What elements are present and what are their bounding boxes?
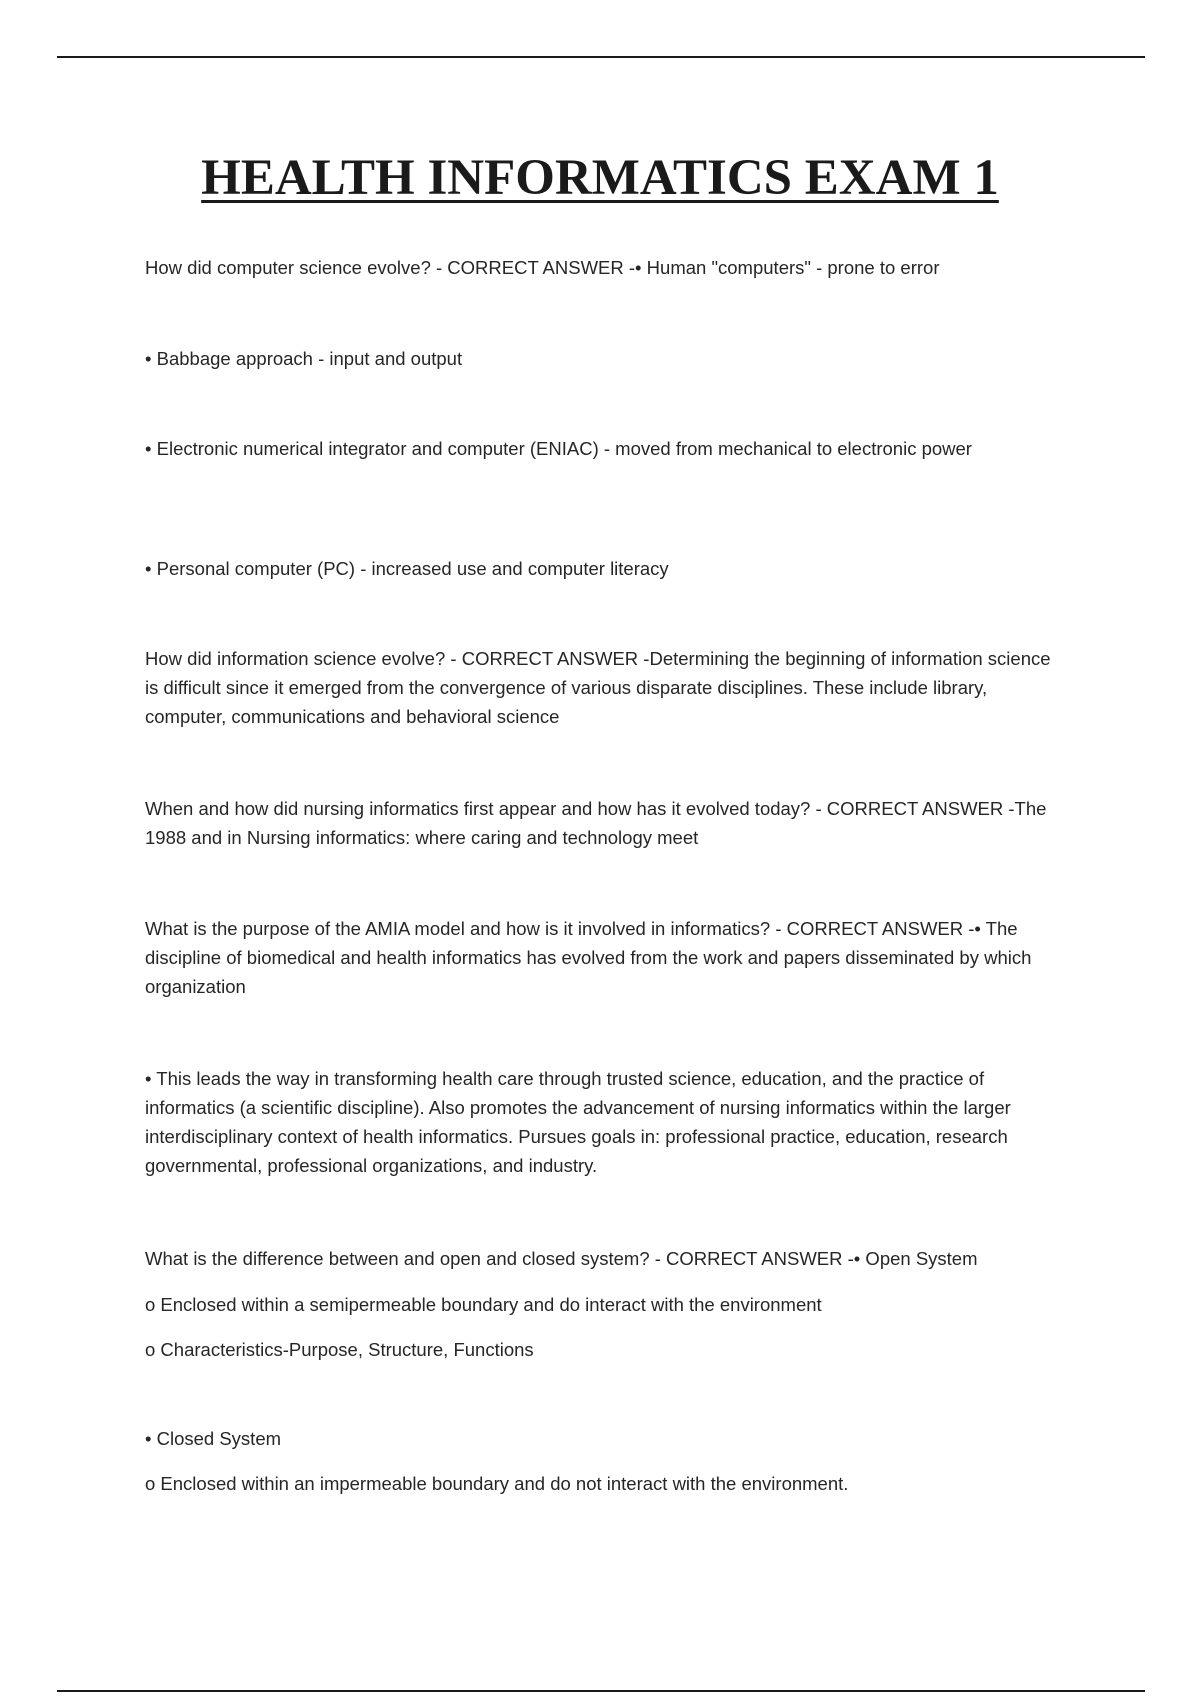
paragraph-bullet-eniac: • Electronic numerical integrator and computer (ENIAC) - moved from mechanical to electronic power (145, 438, 972, 459)
paragraph-bullet-babbage: • Babbage approach - input and output (145, 348, 463, 369)
paragraph-question-information-science: How did information science evolve? - CORRECT ANSWER -Determining the beginning of information science is difficult since it emerged from the convergence of various disparate disciplines. These include library, computer, communications and behavioral science (145, 648, 1056, 727)
paragraph-sub-open-boundary: o Enclosed within a semipermeable boundary and do interact with the environment (145, 1294, 822, 1315)
bottom-rule (57, 1690, 1145, 1692)
paragraph-bullet-amia-leads: • This leads the way in transforming health care through trusted science, education, and the practice of informatics (a scientific discipline). Also promotes the advancement of nursing informatics within the larger interdisciplinary context of health informatics. Pursues goals in: professional practice, education, research governmental, professional organizations, and industry. (145, 1068, 1016, 1176)
paragraph-question-amia-model: What is the purpose of the AMIA model and how is it involved in informatics? - CORRECT ANSWER -• The discipline of biomedical and health informatics has evolved from the work and papers disseminated by which organization (145, 918, 1037, 997)
top-rule (57, 56, 1145, 58)
paragraph-sub-closed-boundary: o Enclosed within an impermeable boundary and do not interact with the environment. (145, 1473, 849, 1494)
paragraph-sub-open-characteristics: o Characteristics-Purpose, Structure, Functions (145, 1339, 534, 1360)
paragraph-question-computer-science: How did computer science evolve? - CORRECT ANSWER -• Human "computers" - prone to error (145, 257, 940, 278)
page-title-text: HEALTH INFORMATICS EXAM 1 (201, 150, 999, 206)
paragraph-question-open-closed-system: What is the difference between and open and closed system? - CORRECT ANSWER -• Open System (145, 1248, 978, 1269)
paragraph-bullet-closed-system: • Closed System (145, 1428, 282, 1449)
page-title (0, 148, 1200, 208)
paragraph-bullet-personal-computer: • Personal computer (PC) - increased use and computer literacy (145, 558, 669, 579)
paragraph-question-nursing-informatics: When and how did nursing informatics first appear and how has it evolved today? - CORRECT ANSWER -The 1988 and in Nursing informatics: where caring and technology meet (145, 798, 1052, 848)
